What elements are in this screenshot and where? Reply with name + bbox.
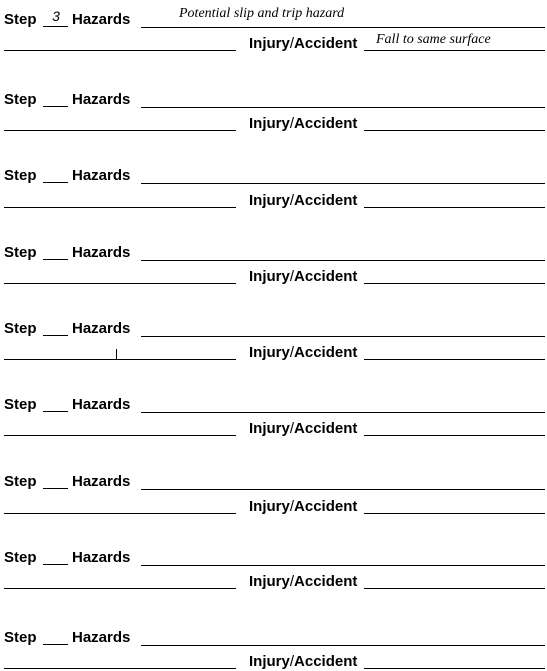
hazard-line xyxy=(141,565,545,566)
hazard-continuation-line xyxy=(4,588,236,589)
hazard-continuation-line xyxy=(4,668,236,669)
hazard-entry xyxy=(0,618,547,668)
step-label: Step xyxy=(4,244,37,261)
hazard-line xyxy=(141,336,545,337)
injury-line xyxy=(364,207,545,208)
hazard-line xyxy=(141,107,545,108)
hazards-label: Hazards xyxy=(72,244,131,261)
hazards-label: Hazards xyxy=(72,473,131,490)
hazard-continuation-line xyxy=(4,130,236,131)
injury-line xyxy=(364,513,545,514)
hazard-entry xyxy=(0,233,547,283)
hazard-entry xyxy=(0,462,547,515)
hazards-label: Hazards xyxy=(72,167,131,184)
injury-accident-label: Injury/Accident xyxy=(249,420,358,437)
injury-accident-label: Injury/Accident xyxy=(249,653,358,670)
step-number-line xyxy=(43,644,68,645)
step-number-line xyxy=(43,106,68,107)
injury-accident-label: Injury/Accident xyxy=(249,573,358,590)
step-label: Step xyxy=(4,396,37,413)
step-number-line xyxy=(43,411,68,412)
hazard-continuation-line xyxy=(4,207,236,208)
hazard-line xyxy=(141,260,545,261)
step-label: Step xyxy=(4,549,37,566)
step-number-line xyxy=(43,335,68,336)
hazard-continuation-line[interactable] xyxy=(4,359,236,360)
hazard-entry xyxy=(0,309,547,359)
injury-accident-label: Injury/Accident xyxy=(249,35,358,52)
hazard-line xyxy=(141,412,545,413)
injury-accident-label: Injury/Accident xyxy=(249,192,358,209)
hazard-line xyxy=(141,183,545,184)
step-label: Step xyxy=(4,167,37,184)
step-number-line xyxy=(43,182,68,183)
hazard-entry xyxy=(0,156,547,209)
hazard-line xyxy=(141,27,545,28)
step-label: Step xyxy=(4,320,37,337)
injury-line xyxy=(364,359,545,360)
injury-accident-label: Injury/Accident xyxy=(249,498,358,515)
hazard-entry xyxy=(0,538,547,588)
hazards-label: Hazards xyxy=(72,396,131,413)
hazard-continuation-line xyxy=(4,435,236,436)
hazard-continuation-line xyxy=(4,283,236,284)
step-label: Step xyxy=(4,629,37,646)
injury-accident-label: Injury/Accident xyxy=(249,115,358,132)
injury-line xyxy=(364,50,545,51)
hazards-label: Hazards xyxy=(72,549,131,566)
injury-line xyxy=(364,588,545,589)
step-number-line xyxy=(43,564,68,565)
step-number-line xyxy=(43,259,68,260)
hazard-entry xyxy=(0,0,547,50)
hazards-label: Hazards xyxy=(72,629,131,646)
injury-line xyxy=(364,668,545,669)
injury-line xyxy=(364,130,545,131)
hazard-entry xyxy=(0,80,547,130)
injury-line xyxy=(364,435,545,436)
hazards-label: Hazards xyxy=(72,91,131,108)
step-label: Step xyxy=(4,91,37,108)
hazard-line xyxy=(141,645,545,646)
step-number[interactable]: 3 xyxy=(52,8,60,24)
injury-line xyxy=(364,283,545,284)
text-cursor xyxy=(116,349,117,360)
step-number-line xyxy=(43,488,68,489)
hazards-label: Hazards xyxy=(72,320,131,337)
step-label: Step xyxy=(4,473,37,490)
hazard-line xyxy=(141,489,545,490)
injury-accident-label: Injury/Accident xyxy=(249,268,358,285)
hazard-entry xyxy=(0,385,547,435)
hazard-continuation-line xyxy=(4,513,236,514)
hazards-label: Hazards xyxy=(72,11,131,28)
step-number-line xyxy=(43,26,68,27)
hazard-continuation-line xyxy=(4,50,236,51)
injury-text[interactable]: Fall to same surface xyxy=(376,32,491,47)
hazard-text[interactable]: Potential slip and trip hazard xyxy=(179,6,345,21)
injury-accident-label: Injury/Accident xyxy=(249,344,358,361)
step-label: Step xyxy=(4,11,37,28)
